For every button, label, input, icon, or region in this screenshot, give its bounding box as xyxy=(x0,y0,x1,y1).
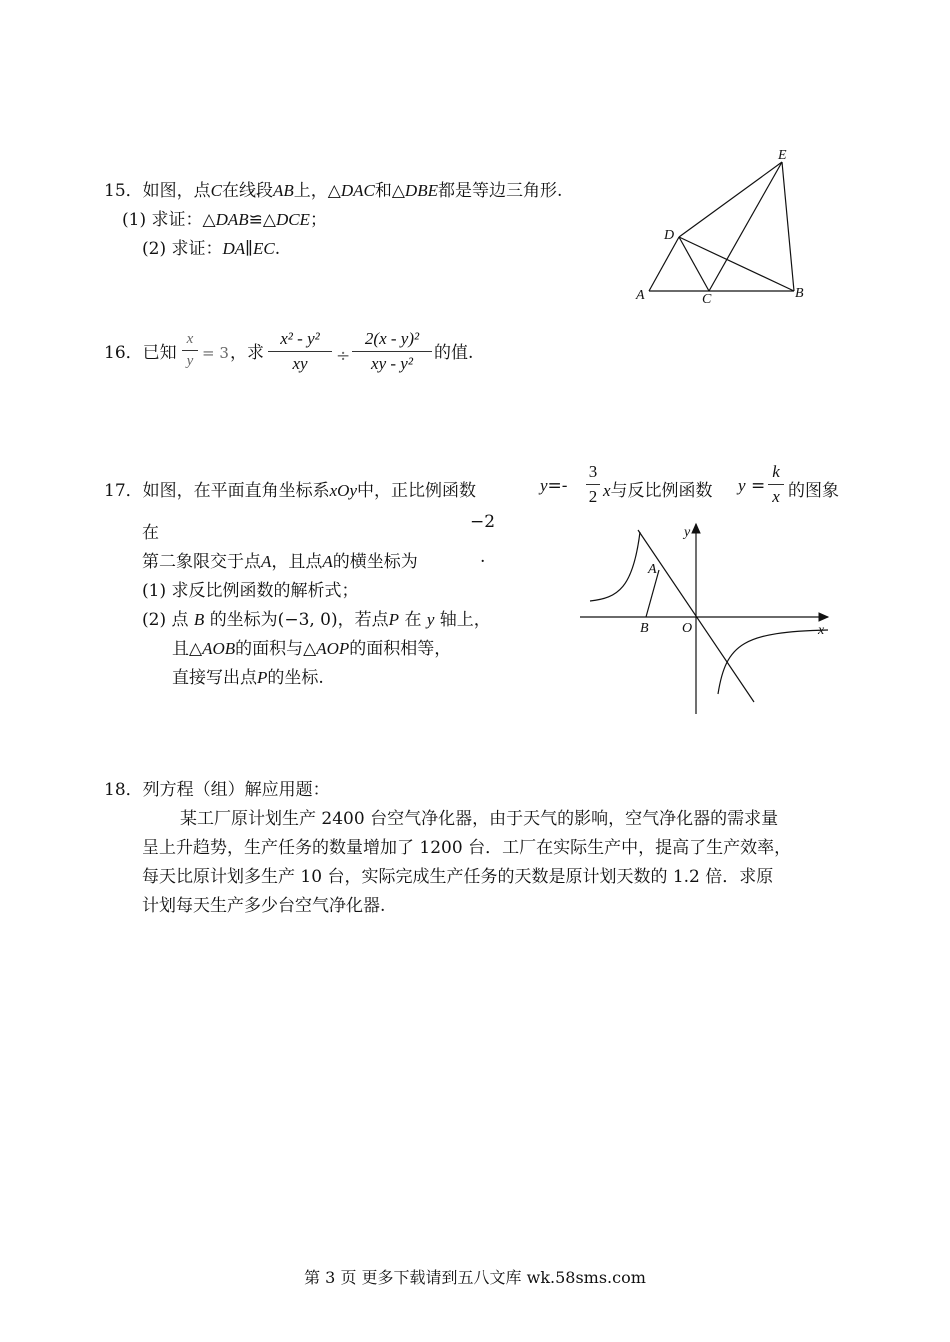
q17-part2-line3: 直接写出点P的坐标. xyxy=(172,668,324,688)
seg-de xyxy=(679,162,782,237)
q15-figure xyxy=(620,140,820,315)
label-d: D xyxy=(664,228,675,243)
hyperbola-branch-2 xyxy=(590,532,640,601)
label-a: A xyxy=(636,288,645,303)
q16-ask: ，求 xyxy=(230,343,264,363)
seg-dc xyxy=(679,237,709,291)
seg-ad xyxy=(649,237,679,291)
q18-line4: 计划每天生产多少台空气净化器. xyxy=(142,896,386,916)
q17-linear-coef: 3 2 xyxy=(586,462,600,507)
seg-ab xyxy=(646,570,659,617)
q16-end: 的值. xyxy=(434,343,474,363)
q16-divide: ÷ xyxy=(336,346,351,366)
q16-lead: 16．已知 xyxy=(104,343,177,363)
seg-ce xyxy=(709,162,782,291)
q16-condition-eq: = 3 xyxy=(202,344,229,362)
q17-stem-line3: 第二象限交于点A，且点A的横坐标为 xyxy=(142,552,418,572)
seg-db xyxy=(679,237,794,291)
q15-part1: (1) 求证：△DAB≌△DCE； xyxy=(122,210,327,230)
label-c: C xyxy=(702,292,712,307)
hyperbola-branch-4 xyxy=(718,630,828,694)
q18-title: 18．列方程（组）解应用题： xyxy=(104,780,330,800)
label-a: A xyxy=(648,562,657,577)
label-o: O xyxy=(682,621,693,636)
q16-condition-fraction: x y xyxy=(182,331,198,370)
q18-line3: 每天比原计划多生产 10 台，实际完成生产任务的天数是原计划天数的 1.2 倍．求原 xyxy=(142,867,774,887)
q17-stem-line1-end: 的图象 xyxy=(788,481,839,501)
page-footer: 第 3 页 更多下载请到五八文库 wk.58sms.com xyxy=(304,1268,646,1287)
q15-part2: (2) 求证：DA∥EC. xyxy=(142,239,281,259)
q18-line2: 呈上升趋势，生产任务的数量增加了 1200 台．工厂在实际生产中，提高了生产效率， xyxy=(142,838,792,858)
q17-stem-line3-end: . xyxy=(480,547,486,567)
q18-line1: 某工厂原计划生产 2400 台空气净化器，由于天气的影响，空气净化器的需求量 xyxy=(180,809,779,829)
q17-part1: (1) 求反比例函数的解析式； xyxy=(142,581,359,601)
q17-neg-two: −2 xyxy=(470,512,496,532)
q17-figure xyxy=(578,518,838,718)
q16-fraction-2: 2(x - y)² xy - y² xyxy=(352,329,432,374)
label-x: x xyxy=(818,623,825,638)
q15-stem: 15．如图，点C在线段AB上，△DAC和△DBE都是等边三角形. xyxy=(104,181,563,201)
label-e: E xyxy=(778,148,787,163)
q17-part2: (2) 点 B 的坐标为(−3, 0)，若点P 在 y 轴上， xyxy=(142,610,491,630)
q17-stem-line2: 在 xyxy=(142,523,159,543)
label-y: y xyxy=(684,525,691,540)
q17-linear-y: y=- xyxy=(540,476,568,496)
q17-inverse-fraction: k x xyxy=(768,462,784,507)
q17-stem-line1: 17．如图，在平面直角坐标系xOy中，正比例函数 xyxy=(104,481,477,501)
q16-fraction-1: x² - y² xy xyxy=(268,329,332,374)
seg-eb xyxy=(782,162,794,291)
q17-inverse-y: y = xyxy=(738,476,766,496)
q17-linear-x: x与反比例函数 xyxy=(603,481,713,501)
q17-part2-line2: 且△AOB的面积与△AOP的面积相等， xyxy=(172,639,452,659)
label-b: B xyxy=(640,621,649,636)
label-b: B xyxy=(795,286,804,301)
